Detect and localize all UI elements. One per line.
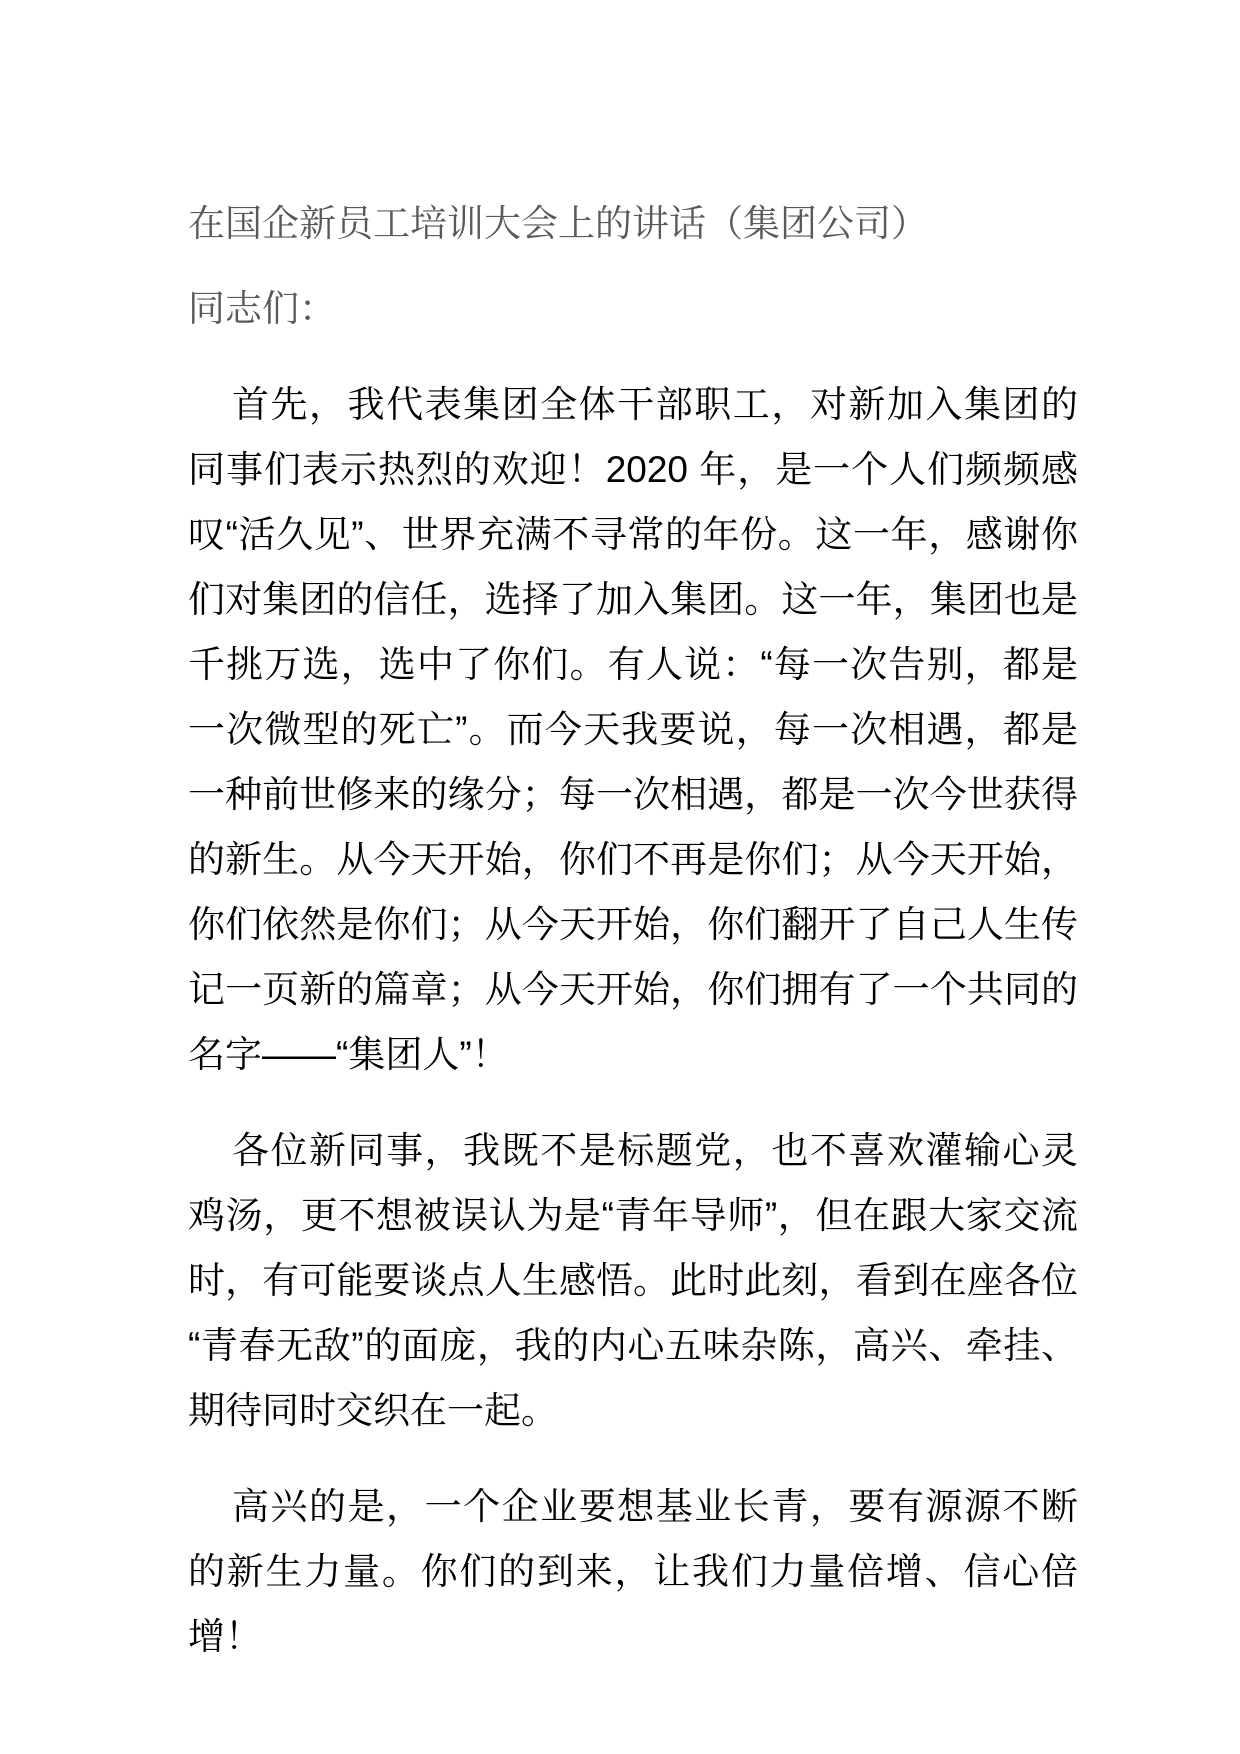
salutation-line: 同志们：	[188, 288, 336, 329]
body-paragraph-2: 各位新同事，我既不是标题党，也不喜欢灌输心灵鸡汤，更不想被误认为是“青年导师”，但在跟大家交流时，有可能要谈点人生感悟。此时此刻，看到在座各位“青春无敌”的面庞，我的内心五味杂陈，高兴、牵挂、期待同时交织在一起。	[188, 1130, 1078, 1431]
document-title: 在国企新员工培训大会上的讲话（集团公司）	[188, 203, 928, 244]
body-paragraph-1: 首先，我代表集团全体干部职工，对新加入集团的同事们表示热烈的欢迎！2020 年，是一个人们频频感叹“活久见”、世界充满不寻常的年份。这一年，感谢你们对集团的信任，选择了加入集团。这一年，集团也是千挑万选，选中了你们。有人说：“每一次告别，都是一次微型的死亡”。而今天我要说，每一次相遇，都是一种前世修来的缘分；每一次相遇，都是一次今世获得的新生。从今天开始，你们不再是你们；从今天开始，你们依然是你们；从今天开始，你们翻开了自己人生传记一页新的篇章；从今天开始，你们拥有了一个共同的名字——“集团人”！	[188, 384, 1078, 1075]
body-paragraph-3: 高兴的是，一个企业要想基业长青，要有源源不断的新生力量。你们的到来，让我们力量倍增、信心倍增！	[188, 1486, 1078, 1657]
